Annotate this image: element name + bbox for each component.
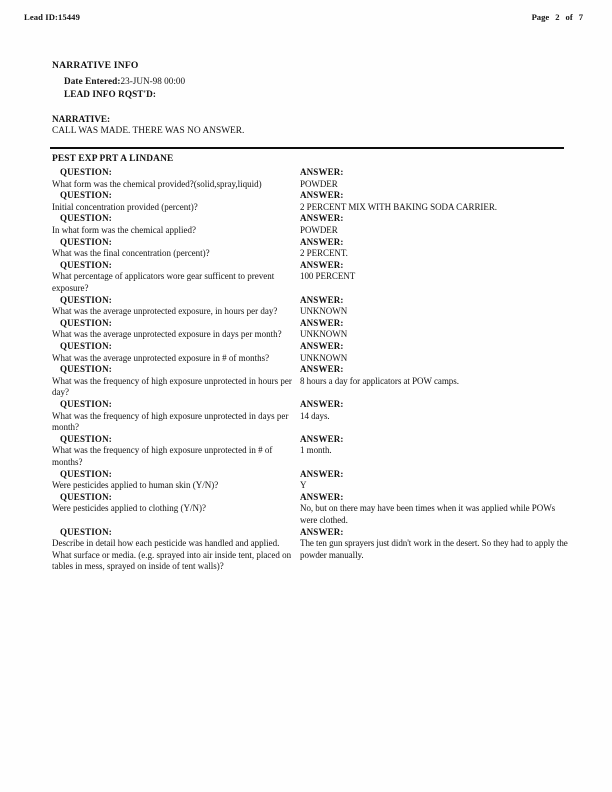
answer-text: 14 days. xyxy=(300,410,330,421)
question-text: What form was the chemical provided?(solid,spray,liquid) xyxy=(52,178,262,189)
question-column xyxy=(52,167,300,190)
question-label: QUESTION: xyxy=(60,468,112,479)
question-label: QUESTION: xyxy=(60,259,112,270)
question-text: What was the final concentration (percent)? xyxy=(52,248,210,259)
answer-label: ANSWER: xyxy=(300,317,344,328)
question-label: QUESTION: xyxy=(60,236,112,247)
answer-label: ANSWER: xyxy=(300,364,344,375)
answer-text: UNKNOWN xyxy=(300,352,348,363)
answer-label: ANSWER: xyxy=(300,433,344,444)
answer-label: ANSWER: xyxy=(300,190,344,201)
answer-column xyxy=(300,295,572,318)
narrative-info-title: NARRATIVE INFO xyxy=(52,60,139,71)
question-column xyxy=(52,492,300,515)
answer-column xyxy=(300,434,572,457)
page-word: Page xyxy=(531,12,550,22)
answer-text: POWDER xyxy=(300,224,338,235)
question-text: Initial concentration provided (percent)? xyxy=(52,201,198,212)
page-number xyxy=(529,12,586,22)
answer-label: ANSWER: xyxy=(300,167,344,177)
answer-text: Y xyxy=(300,480,307,491)
question-column xyxy=(52,190,300,213)
question-text: Were pesticides applied to clothing (Y/N)? xyxy=(52,503,206,514)
question-column xyxy=(52,213,300,236)
answer-label: ANSWER: xyxy=(300,399,344,409)
question-label: QUESTION: xyxy=(60,526,112,537)
pest-exposure-title: PEST EXP PRT A LINDANE xyxy=(52,154,174,164)
answer-column xyxy=(300,167,572,190)
question-label: QUESTION: xyxy=(60,399,112,409)
answer-column xyxy=(300,527,572,562)
answer-label: ANSWER: xyxy=(300,491,344,502)
pest-exposure-section xyxy=(52,154,572,573)
question-text: Describe in detail how each pesticide was handled and applied. What surface or media. (e.g. sprayed into air inside tent, placed on tables in mess, sprayed on inside of tent walls)? xyxy=(52,538,292,572)
question-text: What was the frequency of high exposure unprotected in hours per day? xyxy=(52,375,292,398)
answer-label: ANSWER: xyxy=(300,294,344,305)
date-entered-value: 23-JUN-98 00:00 xyxy=(120,76,186,86)
answer-label: ANSWER: xyxy=(300,526,344,537)
page-current: 2 xyxy=(555,12,560,22)
answer-column xyxy=(300,469,572,492)
question-label: QUESTION: xyxy=(60,491,112,502)
question-label: QUESTION: xyxy=(60,294,112,305)
answer-text: POWDER xyxy=(300,178,338,189)
answer-column xyxy=(300,237,572,260)
question-text: What was the frequency of high exposure unprotected in # of months? xyxy=(52,445,273,467)
page-total: 7 xyxy=(578,12,583,22)
question-column xyxy=(52,237,300,260)
question-text: What percentage of applicators wore gear sufficent to prevent exposure? xyxy=(52,271,275,293)
answer-column xyxy=(300,364,572,387)
answer-text: 1 month. xyxy=(300,445,332,456)
narrative-info-section xyxy=(52,60,552,136)
question-column xyxy=(52,469,300,492)
question-column xyxy=(52,260,300,295)
answer-text: 2 PERCENT MIX WITH BAKING SODA CARRIER. xyxy=(300,201,497,212)
answer-column xyxy=(300,318,572,341)
question-text: What was the frequency of high exposure unprotected in days per month? xyxy=(52,410,289,433)
question-label: QUESTION: xyxy=(60,213,112,224)
lead-info-rqstd-row xyxy=(64,88,552,101)
answer-text: 100 PERCENT xyxy=(300,271,356,282)
lead-id-label: Lead ID: xyxy=(24,12,58,22)
answer-column xyxy=(300,341,572,364)
question-text: What was the average unprotected exposure in # of months? xyxy=(52,352,270,363)
question-text: Were pesticides applied to human skin (Y/N)? xyxy=(52,480,219,491)
answer-text: UNKNOWN xyxy=(300,329,348,340)
question-label: QUESTION: xyxy=(60,190,112,201)
lead-id xyxy=(24,12,80,22)
answer-text: No, but on there may have been times when it was applied while POWs were clothed. xyxy=(300,503,556,525)
answer-label: ANSWER: xyxy=(300,259,344,270)
date-entered-label: Date Entered: xyxy=(64,76,121,86)
question-text: In what form was the chemical applied? xyxy=(52,224,196,235)
answer-column xyxy=(300,492,572,527)
narrative-text: CALL WAS MADE. THERE WAS NO ANSWER. xyxy=(52,126,245,136)
question-column xyxy=(52,364,300,399)
question-text: What was the average unprotected exposure, in hours per day? xyxy=(52,306,278,317)
answer-text: 2 PERCENT. xyxy=(300,248,348,259)
answer-text: UNKNOWN xyxy=(300,306,348,317)
question-text: What was the average unprotected exposure in days per month? xyxy=(52,329,282,340)
question-label: QUESTION: xyxy=(60,341,112,351)
question-column xyxy=(52,399,300,434)
answer-label: ANSWER: xyxy=(300,341,344,351)
answer-column xyxy=(300,399,572,422)
question-column xyxy=(52,341,300,364)
question-column xyxy=(52,295,300,318)
answer-column xyxy=(300,213,572,236)
question-label: QUESTION: xyxy=(60,167,112,177)
date-entered-row xyxy=(64,75,552,88)
lead-id-value: 15449 xyxy=(57,12,80,22)
question-column xyxy=(52,318,300,341)
answer-column xyxy=(300,190,572,213)
lead-info-rqstd-label: LEAD INFO RQST'D: xyxy=(64,89,157,99)
answer-label: ANSWER: xyxy=(300,468,344,479)
question-column xyxy=(52,527,300,573)
narrative-label: NARRATIVE: xyxy=(52,114,111,124)
answer-text: 8 hours a day for applicators at POW camps. xyxy=(300,375,459,386)
answer-column xyxy=(300,260,572,283)
answer-label: ANSWER: xyxy=(300,213,344,224)
question-label: QUESTION: xyxy=(60,433,112,444)
qa-list xyxy=(52,167,572,573)
answer-text: The ten gun sprayers just didn't work in the desert. So they had to apply the powder manually. xyxy=(300,538,568,560)
question-column xyxy=(52,434,300,469)
answer-label: ANSWER: xyxy=(300,236,344,247)
question-label: QUESTION: xyxy=(60,317,112,328)
question-label: QUESTION: xyxy=(60,364,112,375)
page-header xyxy=(0,12,612,30)
page-of-word: of xyxy=(565,12,573,22)
section-divider xyxy=(50,147,564,149)
